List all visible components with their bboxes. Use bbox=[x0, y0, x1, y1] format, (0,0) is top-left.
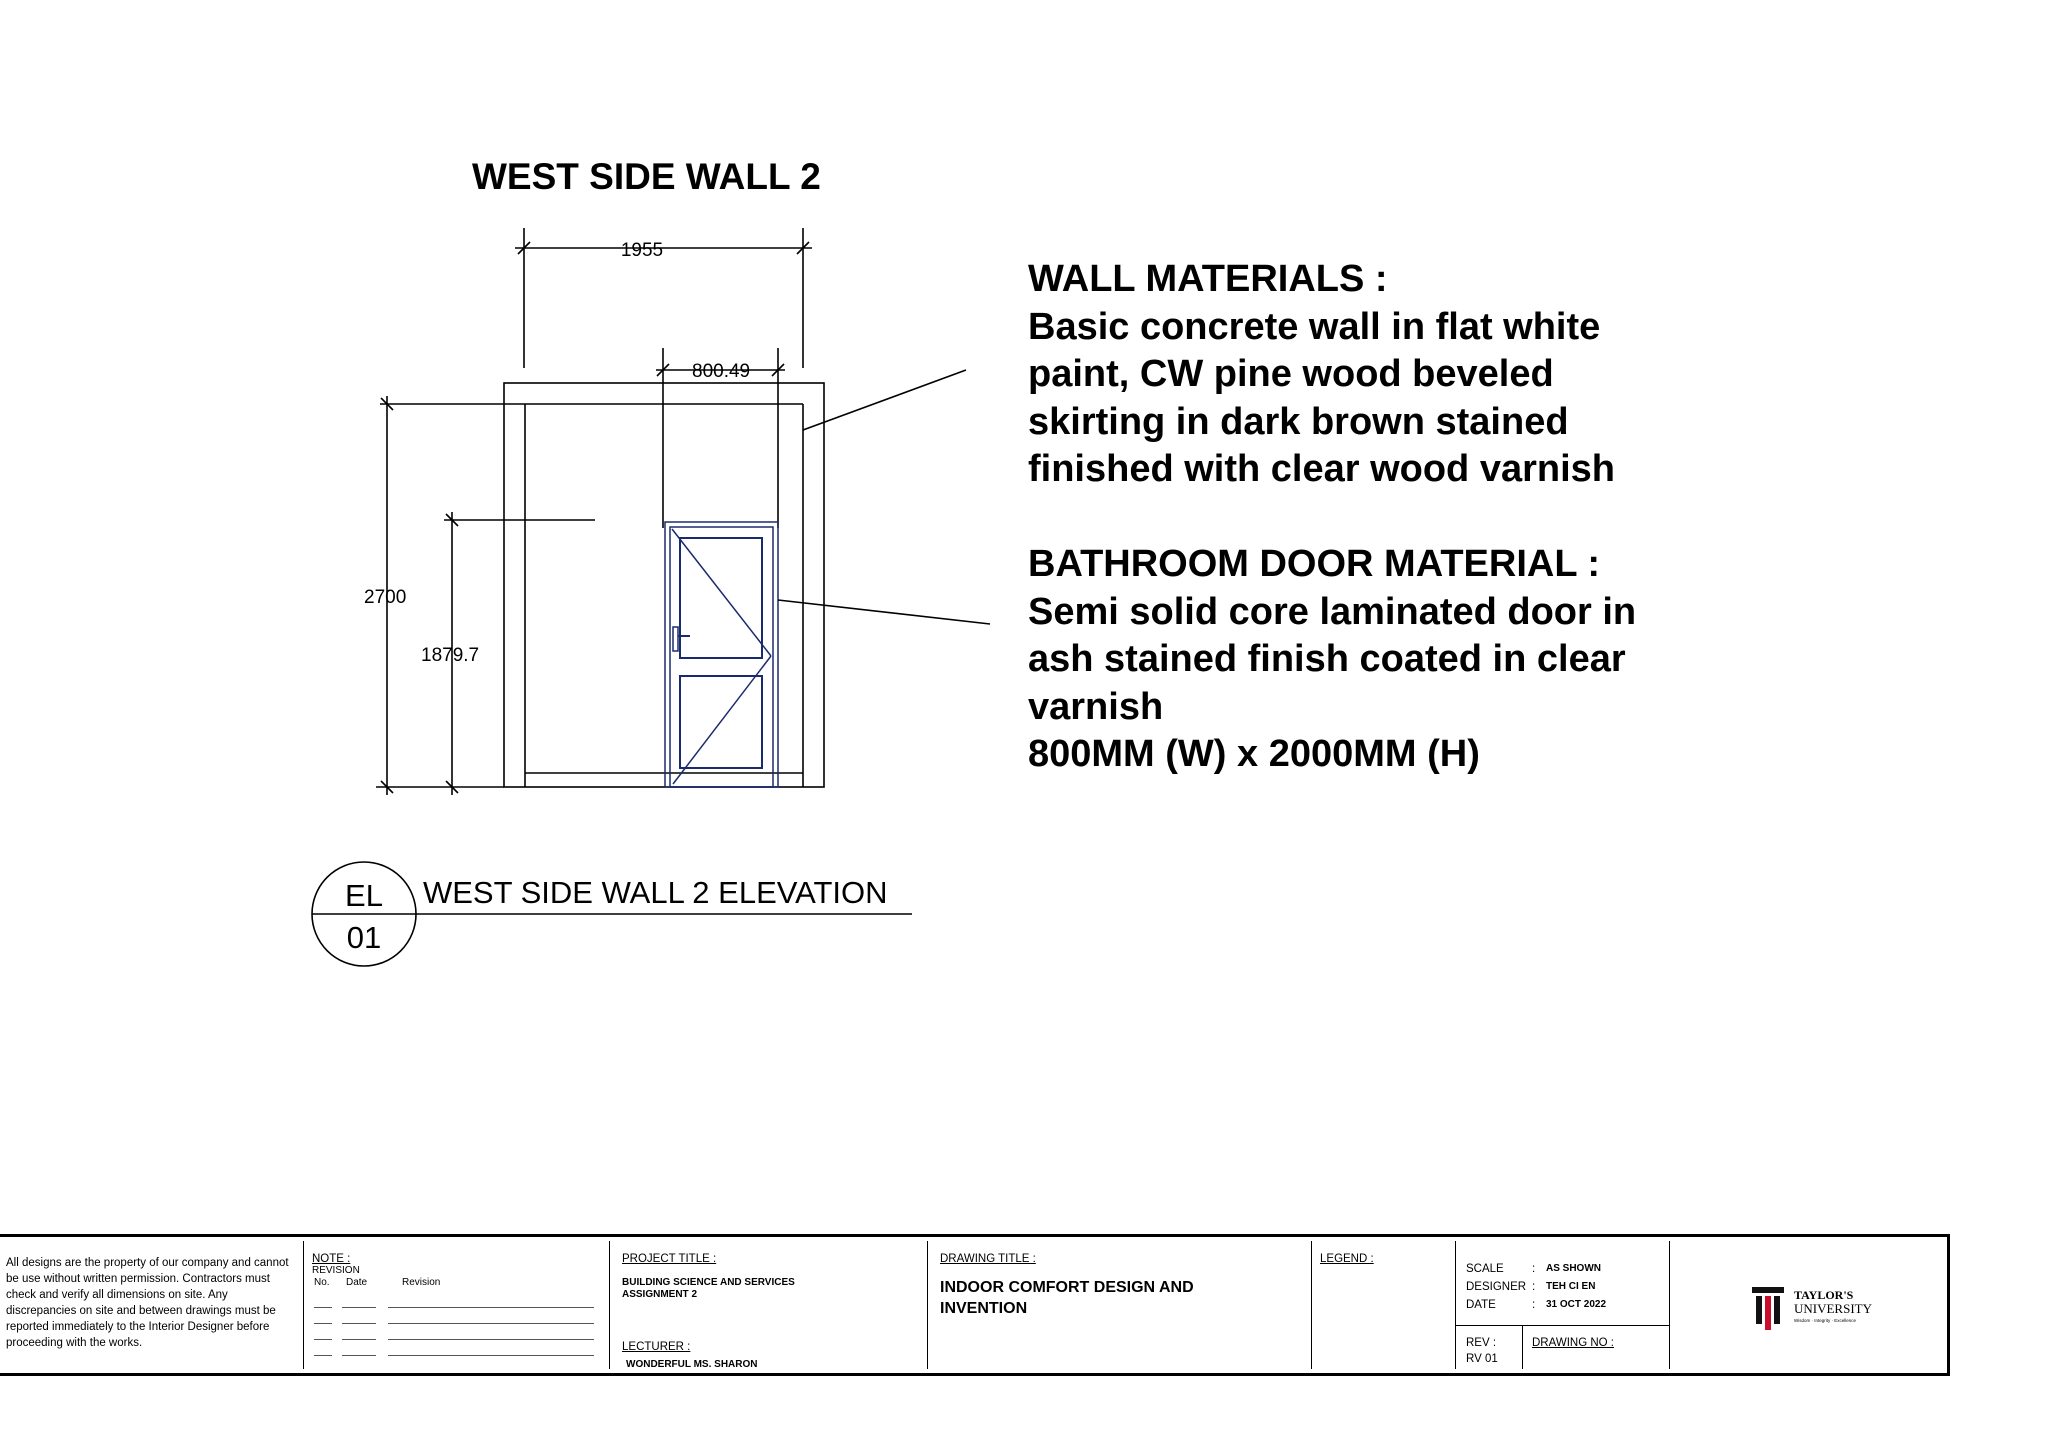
drawing-no-label: DRAWING NO : bbox=[1532, 1337, 1614, 1349]
rev-value: RV 01 bbox=[1466, 1353, 1498, 1365]
logo-line1: TAYLOR'S bbox=[1794, 1288, 1854, 1302]
door-material-line: varnish bbox=[1028, 685, 1164, 728]
leader-line-door bbox=[778, 600, 990, 624]
wall-materials-line: Basic concrete wall in flat white bbox=[1028, 305, 1601, 348]
disclaimer-cell bbox=[0, 1241, 304, 1369]
dim-text-door-width: 800.49 bbox=[692, 361, 751, 382]
designer-label: DESIGNER bbox=[1466, 1281, 1527, 1293]
project-title-cell bbox=[610, 1241, 928, 1369]
door-material-note bbox=[1028, 541, 1636, 779]
revision-col-date: Date bbox=[346, 1277, 368, 1288]
logo-tagline: Wisdom · Integrity · Excellence bbox=[1794, 1318, 1857, 1323]
dim-text-overall-width: 1955 bbox=[620, 240, 664, 261]
wall-materials-line: paint, CW pine wood beveled bbox=[1028, 353, 1554, 395]
wall-outline bbox=[504, 383, 824, 787]
wall-materials-heading: WALL MATERIALS : bbox=[1028, 258, 1388, 300]
dim-text-door-height: 1879.7 bbox=[421, 645, 480, 666]
lecturer-label: LECTURER : bbox=[622, 1341, 691, 1353]
door-material-heading: BATHROOM DOOR MATERIAL : bbox=[1028, 543, 1601, 585]
title-block bbox=[0, 1234, 1950, 1376]
wall-materials-line: skirting in dark brown stained bbox=[1028, 400, 1569, 443]
wall-materials-line: finished with clear wood varnish bbox=[1028, 448, 1615, 490]
revision-col-no: No. bbox=[314, 1277, 330, 1288]
dim-text-wall-height: 2700 bbox=[364, 587, 407, 608]
note-label: NOTE : bbox=[312, 1253, 351, 1265]
door-material-line: Semi solid core laminated door in bbox=[1028, 590, 1637, 633]
revision-label: REVISION bbox=[312, 1265, 360, 1276]
elevation-tag bbox=[312, 862, 912, 966]
project-title-line2: ASSIGNMENT 2 bbox=[622, 1289, 698, 1300]
door-material-line: 800MM (W) x 2000MM (H) bbox=[1028, 733, 1480, 775]
door bbox=[665, 522, 778, 787]
drawing-title: WEST SIDE WALL 2 bbox=[472, 156, 821, 197]
elevation-code-bottom: 01 bbox=[346, 920, 382, 955]
designer-value: TEH CI EN bbox=[1546, 1281, 1596, 1292]
scale-value: AS SHOWN bbox=[1546, 1263, 1601, 1274]
legend-label: LEGEND : bbox=[1320, 1253, 1374, 1265]
date-value: 31 OCT 2022 bbox=[1546, 1299, 1607, 1310]
project-title-label: PROJECT TITLE : bbox=[622, 1253, 717, 1265]
door-material-line: ash stained finish coated in clear bbox=[1028, 638, 1626, 680]
leader-line-wall bbox=[803, 370, 966, 430]
scale-label: SCALE bbox=[1466, 1263, 1504, 1275]
drawing-title-label: DRAWING TITLE : bbox=[940, 1253, 1036, 1265]
disclaimer-text: All designs are the property of our company and cannot be use without written permission. Contractors must check and verify all dimensions on site. Any discrepancies on site and between drawings must be reported immediately to the Interior Designer before proceeding with the works. bbox=[6, 1257, 289, 1349]
elevation-code-top: EL bbox=[345, 878, 383, 913]
logo-line2: UNIVERSITY bbox=[1794, 1301, 1872, 1316]
door-handle bbox=[673, 627, 678, 651]
drawing-title-line1: INDOOR COMFORT DESIGN AND bbox=[940, 1279, 1194, 1296]
note-cell bbox=[304, 1241, 610, 1369]
taylors-logo-icon bbox=[1752, 1287, 1788, 1331]
logo-cell bbox=[1670, 1241, 1944, 1369]
drawing-title-cell bbox=[928, 1241, 1312, 1369]
info-cell: SCALE : AS SHOWN DESIGNER : TEH CI EN DATE : 31 OCT 2022 REV : RV 01 DRAWING NO : bbox=[1456, 1241, 1670, 1369]
drawing-title-line2: INVENTION bbox=[940, 1300, 1028, 1317]
legend-cell bbox=[1312, 1241, 1456, 1369]
project-title-line1: BUILDING SCIENCE AND SERVICES bbox=[622, 1277, 795, 1288]
date-label: DATE bbox=[1466, 1299, 1496, 1311]
wall-materials-note bbox=[1028, 256, 1615, 494]
rev-label: REV : bbox=[1466, 1337, 1497, 1349]
revision-col-revision: Revision bbox=[402, 1277, 441, 1288]
lecturer-name: WONDERFUL MS. SHARON bbox=[626, 1359, 758, 1370]
elevation-label: WEST SIDE WALL 2 ELEVATION bbox=[423, 875, 888, 910]
